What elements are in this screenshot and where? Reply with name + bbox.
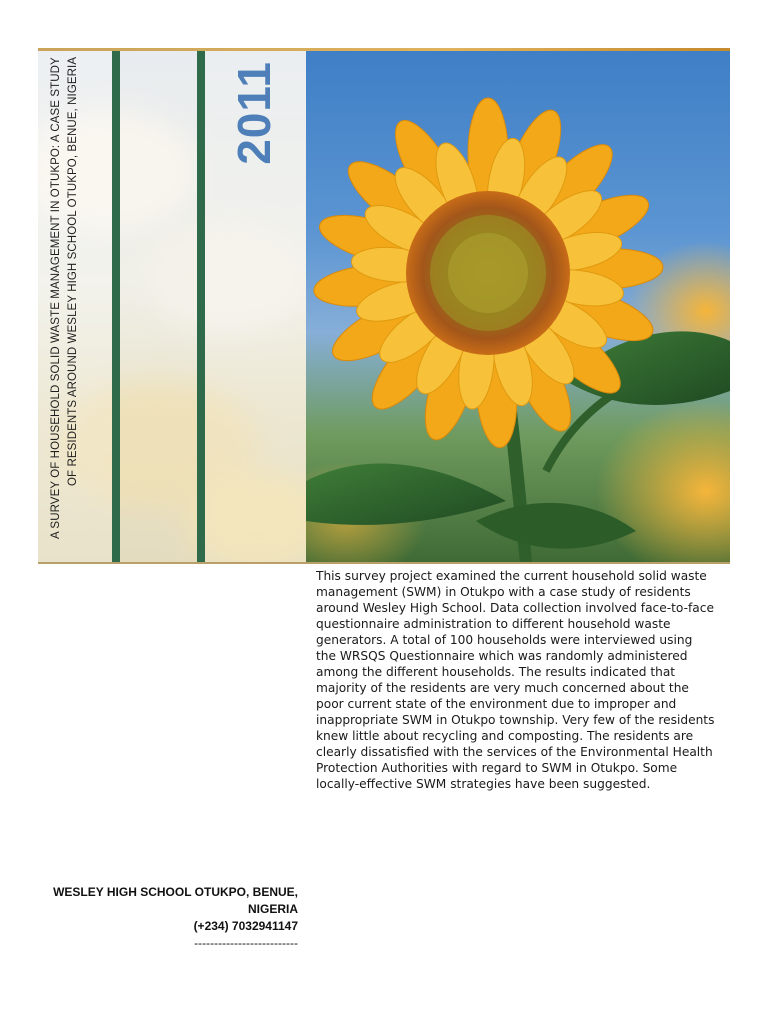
org-name-line2: NIGERIA xyxy=(247,902,298,916)
year-panel xyxy=(205,51,306,563)
panel-divider xyxy=(197,51,205,563)
phone-number: (+234) 7032941147 xyxy=(193,919,298,933)
cover-year: 2011 xyxy=(228,61,280,165)
title-panel xyxy=(38,51,112,563)
sunflower-icon xyxy=(306,51,730,563)
school-contact xyxy=(50,884,298,952)
cover-bottom-rule xyxy=(38,562,730,564)
abstract-text: This survey project examined the current household solid waste management (SWM) in Otukpo with a case study of residents around Wesley High School. Data collection involved face-to-face questionnaire administration to different household waste generators. A total of 100 households were interviewed using the WRSQS Questionnaire which was randomly administered among the different households. The results indicated that majority of the residents are very much concerned about the poor current state of the environment due to improper and inappropriate SWM in Otukpo township. Very few of the residents knew little about recycling and composting. The residents are clearly dissatisfied with the services of the Environmental Health Protection Authorities with regard to SWM in Otukpo. Some locally-effective SWM strategies have been suggested. xyxy=(316,569,715,791)
cover-banner xyxy=(38,51,730,563)
sunflower-photo xyxy=(306,51,730,563)
cover-title: A SURVEY OF HOUSEHOLD SOLID WASTE MANAGEMENT IN OTUKPO: A CASE STUDY OF RESIDENTS AROUND WESLEY HIGH SCHOOL OTUKPO, BENUE, NIGERIA xyxy=(50,57,79,539)
subtitle-panel xyxy=(120,51,197,563)
panel-divider xyxy=(112,51,120,563)
dash-line: -------------------------- xyxy=(194,936,298,950)
org-name-line1: WESLEY HIGH SCHOOL OTUKPO, BENUE, xyxy=(53,885,298,899)
